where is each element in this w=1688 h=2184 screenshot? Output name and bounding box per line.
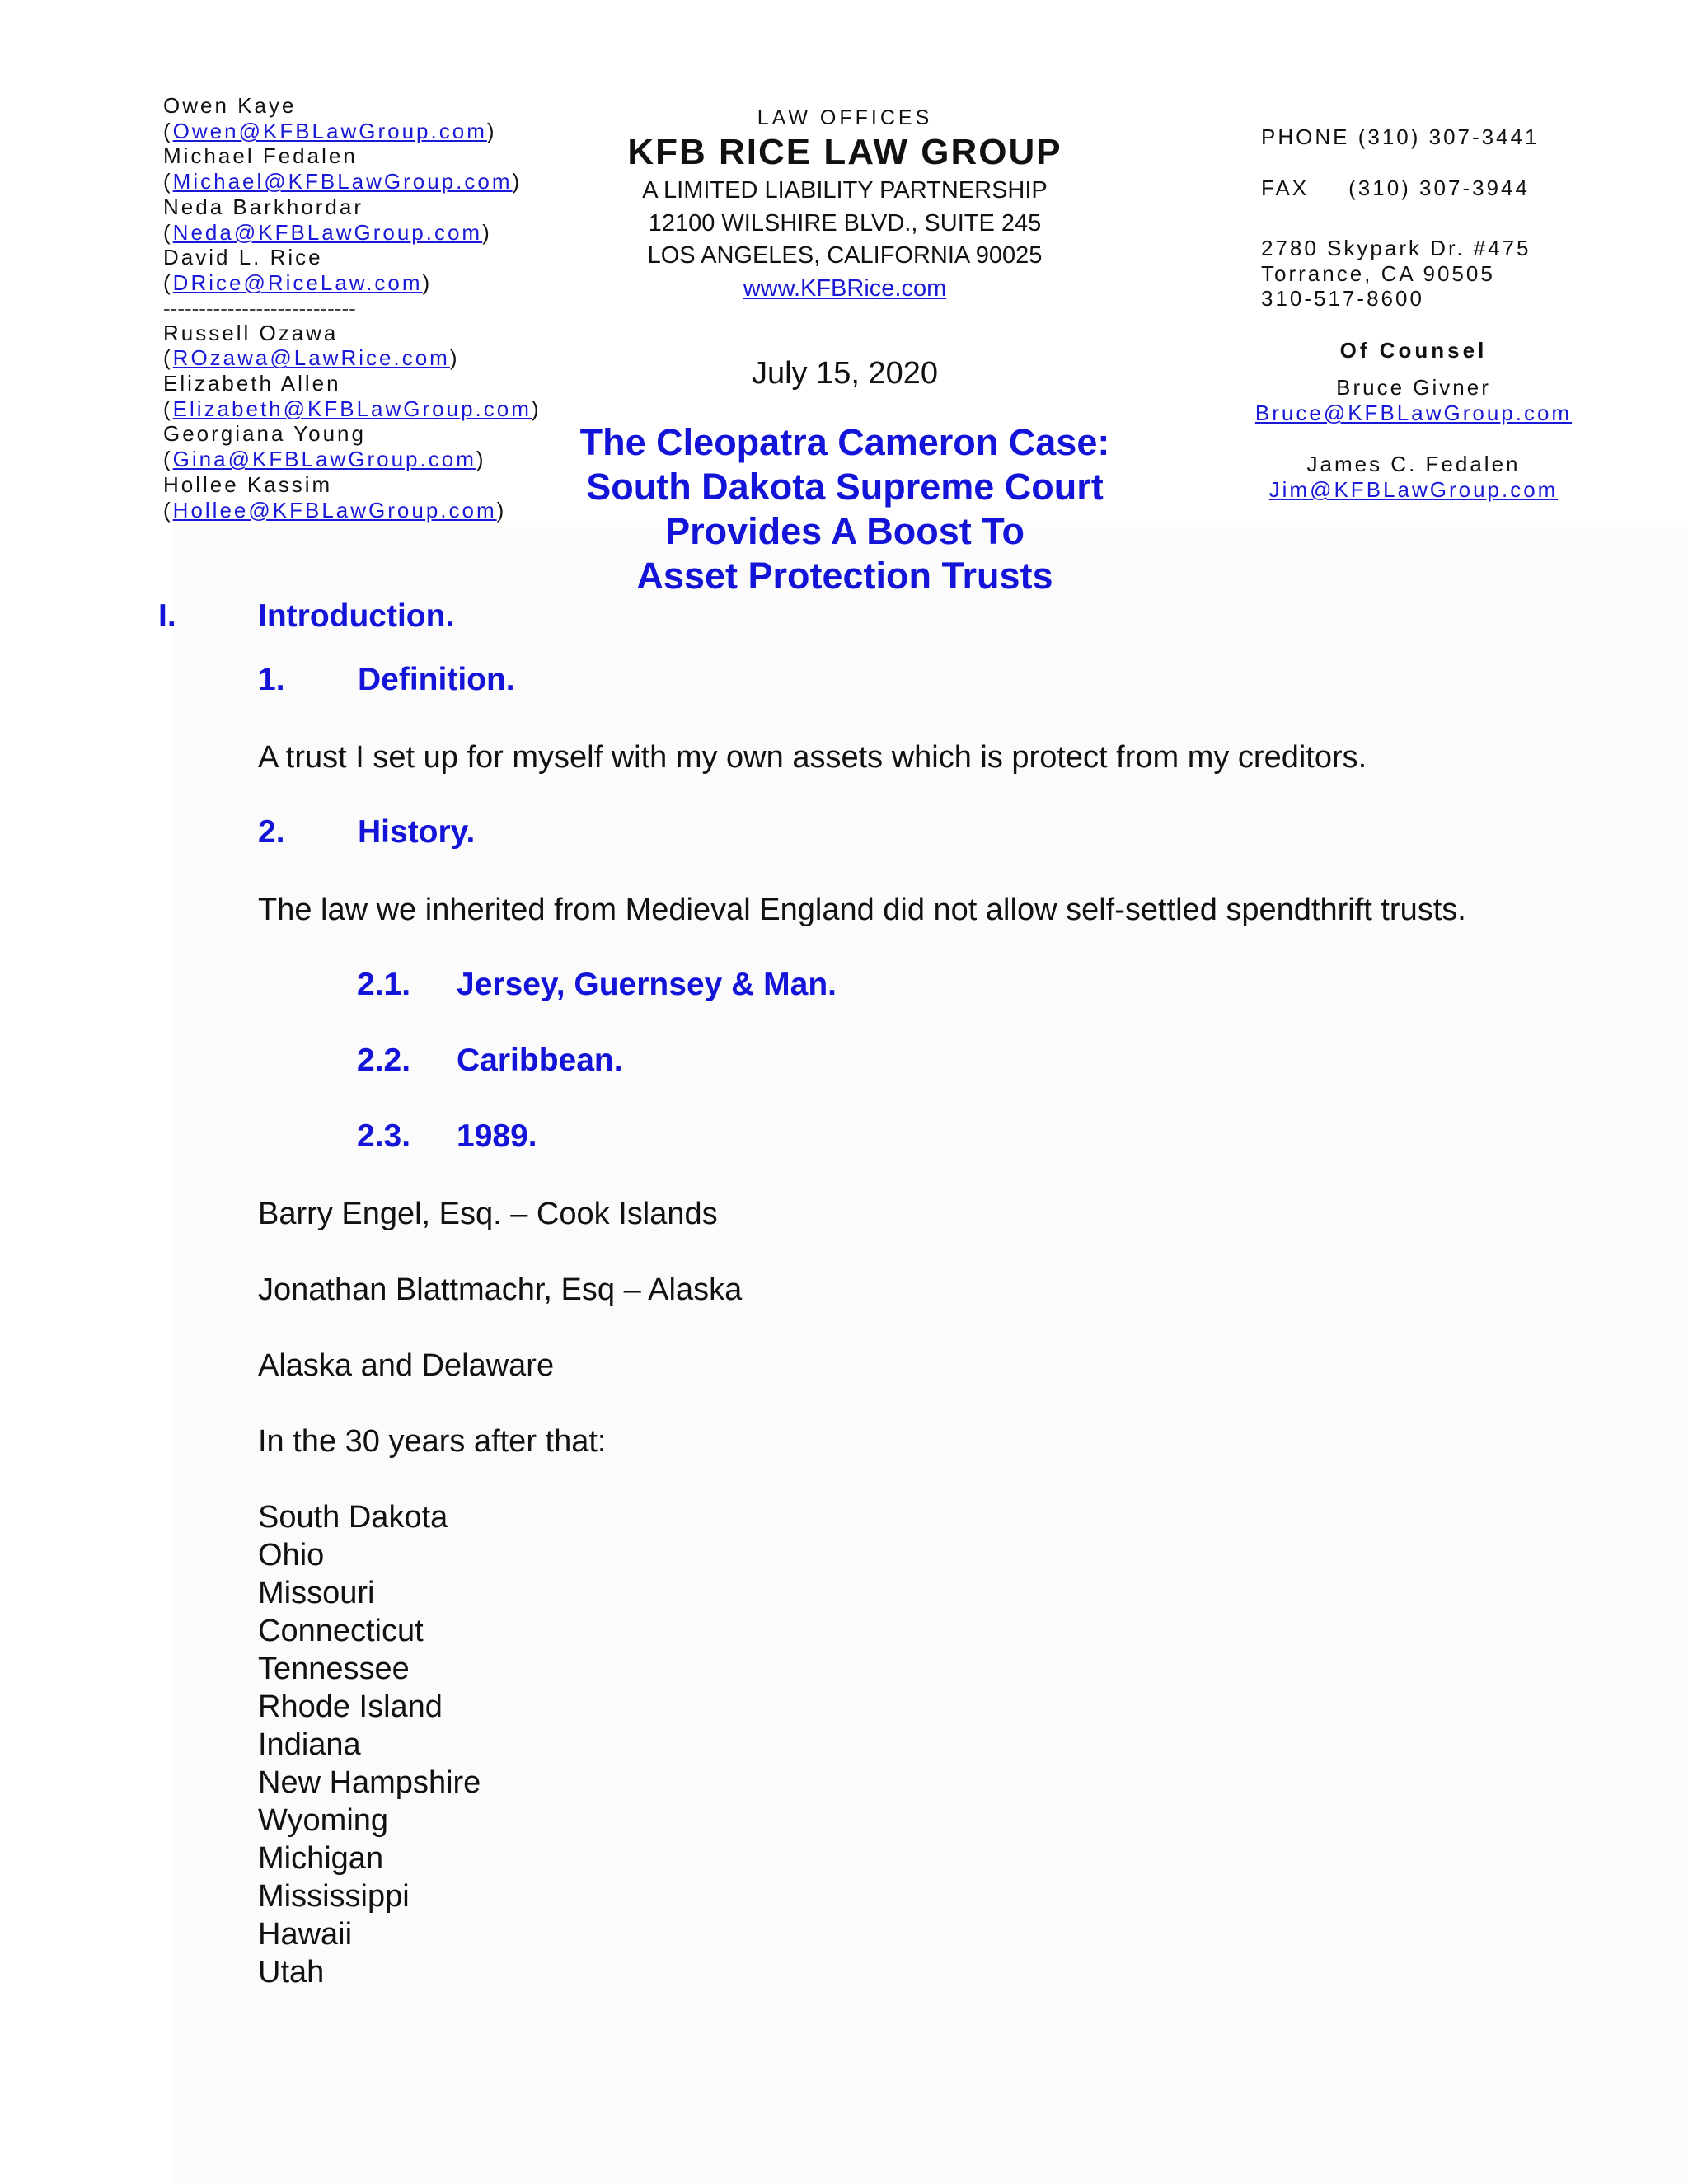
paragraph: Jonathan Blattmachr, Esq – Alaska <box>258 1272 743 1307</box>
title-line: The Cleopatra Cameron Case: <box>579 421 1110 463</box>
phone-number: (310) 307-3441 <box>1357 124 1540 149</box>
attorney-email-link[interactable]: ROzawa@LawRice.com <box>172 345 450 371</box>
branch-address-line: Torrance, CA 90505 <box>1261 260 1495 286</box>
counsel-email-link[interactable]: Bruce@KFBLawGroup.com <box>1254 401 1573 425</box>
state-list <box>258 1498 481 1991</box>
subsubsection-label: Caribbean. <box>457 1043 623 1078</box>
subsubsection-number: 2.3. <box>357 1118 411 1154</box>
attorney-name: Hollee Kassim <box>163 471 333 497</box>
attorney-name: Neda Barkhordar <box>163 194 363 219</box>
title-line: Provides A Boost To <box>665 510 1025 552</box>
attorney-name: Elizabeth Allen <box>163 371 341 396</box>
state-item: Indiana <box>258 1727 361 1762</box>
counsel-name: James C. Fedalen <box>1306 452 1521 476</box>
state-item: Utah <box>258 1955 325 1990</box>
subsubsection-label: 1989. <box>457 1118 537 1154</box>
attorney-email-link[interactable]: Neda@KFBLawGroup.com <box>172 219 483 245</box>
title-line: South Dakota Supreme Court <box>586 466 1104 508</box>
state-item: South Dakota <box>258 1500 448 1535</box>
phone-label: PHONE <box>1261 124 1350 149</box>
state-item: New Hampshire <box>258 1765 481 1800</box>
attorney-email-link[interactable]: Owen@KFBLawGroup.com <box>172 118 487 143</box>
fax-number: (310) 307-3944 <box>1348 176 1530 200</box>
state-item: Mississippi <box>258 1879 410 1914</box>
firm-website-link[interactable]: www.KFBRice.com <box>743 274 947 302</box>
law-offices-label: LAW OFFICES <box>757 106 933 129</box>
of-counsel-block <box>1236 338 1591 503</box>
section-number: I. <box>158 598 176 634</box>
fax-label: FAX <box>1261 176 1310 200</box>
section-label: Introduction. <box>258 598 455 634</box>
counsel-email-link[interactable]: Jim@KFBLawGroup.com <box>1268 477 1559 502</box>
attorney-email-link[interactable]: Gina@KFBLawGroup.com <box>172 447 476 472</box>
attorney-name: Russell Ozawa <box>163 320 339 345</box>
firm-address-line-2: LOS ANGELES, CALIFORNIA 90025 <box>647 242 1043 269</box>
subsection-number: 2. <box>258 814 285 850</box>
firm-header <box>560 105 1129 305</box>
attorney-name: Michael Fedalen <box>163 143 358 169</box>
attorney-name: David L. Rice <box>163 245 323 270</box>
attorney-name: Georgiana Young <box>163 421 366 447</box>
subsubsection-label: Jersey, Guernsey & Man. <box>457 967 837 1002</box>
attorney-email-link[interactable]: Hollee@KFBLawGroup.com <box>172 497 497 523</box>
firm-name: KFB RICE LAW GROUP <box>627 132 1062 172</box>
state-item: Missouri <box>258 1576 375 1610</box>
subsection-label: History. <box>358 814 476 850</box>
firm-type: A LIMITED LIABILITY PARTNERSHIP <box>642 177 1048 204</box>
paragraph: In the 30 years after that: <box>258 1424 607 1459</box>
definition-text: A trust I set up for myself with my own assets which is protect from my creditors. <box>258 740 1367 775</box>
state-item: Connecticut <box>258 1614 424 1648</box>
state-item: Wyoming <box>258 1803 389 1838</box>
of-counsel-header: Of Counsel <box>1339 338 1488 363</box>
attorney-separator: --------------------------- <box>163 295 356 321</box>
contact-block <box>1261 124 1558 312</box>
attorney-email-link[interactable]: Elizabeth@KFBLawGroup.com <box>172 396 532 421</box>
attorney-name: Owen Kaye <box>163 93 297 118</box>
document-title <box>560 420 1129 598</box>
subsubsection-number: 2.2. <box>357 1043 411 1078</box>
state-item: Ohio <box>258 1538 325 1572</box>
subsubsection-number: 2.1. <box>357 967 411 1002</box>
counsel-name: Bruce Givner <box>1336 375 1491 400</box>
firm-address-line-1: 12100 WILSHIRE BLVD., SUITE 245 <box>648 209 1042 237</box>
branch-address-line: 2780 Skypark Dr. #475 <box>1261 236 1531 260</box>
attorney-email-link[interactable]: Michael@KFBLawGroup.com <box>172 169 513 194</box>
branch-phone: 310-517-8600 <box>1261 286 1424 311</box>
subsection-label: Definition. <box>358 662 515 697</box>
state-item: Rhode Island <box>258 1690 443 1724</box>
state-item: Hawaii <box>258 1917 353 1952</box>
document-date: July 15, 2020 <box>751 356 939 391</box>
history-text: The law we inherited from Medieval England did not allow self-settled spendthrift trusts. <box>258 893 1466 927</box>
paragraph: Alaska and Delaware <box>258 1348 555 1383</box>
state-item: Tennessee <box>258 1652 410 1686</box>
attorney-list: Owen Kaye (Owen@KFBLawGroup.com) Michael Fedalen (Michael@KFBLawGroup.com) Neda Barkhordar (Neda@KFBLawGroup.com) David L. Rice (DRice@RiceLaw.com) --------------------------- Russell Ozawa (ROzawa@LawRice.com) Elizabeth Allen (Elizabeth@KFBLawGroup.com) Georgiana Young (Gina@KFBLawGroup.com) Hollee Kassim (Hollee@KFBLawGroup.com) <box>163 93 575 523</box>
attorney-email-link[interactable]: DRice@RiceLaw.com <box>172 269 423 295</box>
subsection-number: 1. <box>258 662 285 697</box>
paragraph: Barry Engel, Esq. – Cook Islands <box>258 1197 718 1231</box>
branch-address <box>1261 236 1558 312</box>
title-line: Asset Protection Trusts <box>636 555 1053 597</box>
state-item: Michigan <box>258 1841 384 1876</box>
